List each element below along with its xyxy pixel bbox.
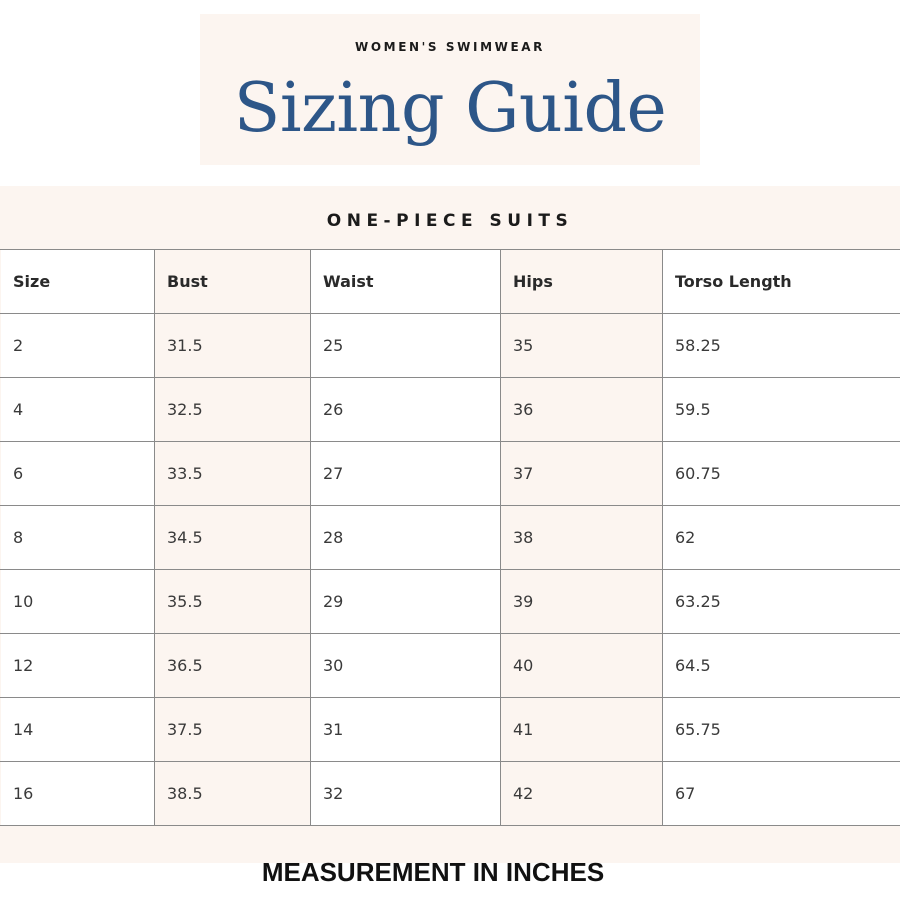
size-cell: 12 bbox=[1, 634, 155, 698]
column-header-torso-length: Torso Length bbox=[663, 250, 900, 314]
torso-length-cell: 59.5 bbox=[663, 378, 900, 442]
section-title: ONE-PIECE SUITS bbox=[326, 211, 574, 231]
waist-cell: 31 bbox=[311, 698, 501, 762]
bust-cell: 38.5 bbox=[155, 762, 311, 826]
header-panel bbox=[200, 14, 700, 165]
torso-length-cell: 67 bbox=[663, 762, 900, 826]
waist-cell: 32 bbox=[311, 762, 501, 826]
hips-cell: 35 bbox=[501, 314, 663, 378]
table-header-row bbox=[1, 250, 900, 314]
bust-cell: 36.5 bbox=[155, 634, 311, 698]
waist-cell: 26 bbox=[311, 378, 501, 442]
torso-length-cell: 63.25 bbox=[663, 570, 900, 634]
torso-length-cell: 60.75 bbox=[663, 442, 900, 506]
table-row bbox=[1, 698, 900, 762]
table-row bbox=[1, 506, 900, 570]
waist-cell: 30 bbox=[311, 634, 501, 698]
table-row bbox=[1, 762, 900, 826]
bust-cell: 35.5 bbox=[155, 570, 311, 634]
hips-cell: 40 bbox=[501, 634, 663, 698]
waist-cell: 27 bbox=[311, 442, 501, 506]
bust-cell: 37.5 bbox=[155, 698, 311, 762]
torso-length-cell: 65.75 bbox=[663, 698, 900, 762]
hips-cell: 41 bbox=[501, 698, 663, 762]
size-cell: 16 bbox=[1, 762, 155, 826]
waist-cell: 25 bbox=[311, 314, 501, 378]
torso-length-cell: 62 bbox=[663, 506, 900, 570]
hips-cell: 42 bbox=[501, 762, 663, 826]
hips-cell: 39 bbox=[501, 570, 663, 634]
size-cell: 2 bbox=[1, 314, 155, 378]
size-cell: 6 bbox=[1, 442, 155, 506]
size-table bbox=[0, 249, 900, 826]
hips-cell: 36 bbox=[501, 378, 663, 442]
table-row bbox=[1, 314, 900, 378]
page-title: Sizing Guide bbox=[233, 69, 667, 148]
column-header-bust: Bust bbox=[155, 250, 311, 314]
table-row bbox=[1, 634, 900, 698]
measurement-unit-note: MEASUREMENT IN INCHES bbox=[261, 857, 605, 887]
table-row bbox=[1, 442, 900, 506]
bust-cell: 34.5 bbox=[155, 506, 311, 570]
column-header-hips: Hips bbox=[501, 250, 663, 314]
hips-cell: 37 bbox=[501, 442, 663, 506]
supertitle: WOMEN'S SWIMWEAR bbox=[355, 40, 545, 54]
column-header-size: Size bbox=[1, 250, 155, 314]
waist-cell: 29 bbox=[311, 570, 501, 634]
torso-length-cell: 64.5 bbox=[663, 634, 900, 698]
torso-length-cell: 58.25 bbox=[663, 314, 900, 378]
table-row bbox=[1, 378, 900, 442]
column-header-waist: Waist bbox=[311, 250, 501, 314]
hips-cell: 38 bbox=[501, 506, 663, 570]
size-cell: 8 bbox=[1, 506, 155, 570]
size-cell: 4 bbox=[1, 378, 155, 442]
size-cell: 14 bbox=[1, 698, 155, 762]
table-row bbox=[1, 570, 900, 634]
size-cell: 10 bbox=[1, 570, 155, 634]
bust-cell: 32.5 bbox=[155, 378, 311, 442]
waist-cell: 28 bbox=[311, 506, 501, 570]
bust-cell: 31.5 bbox=[155, 314, 311, 378]
bust-cell: 33.5 bbox=[155, 442, 311, 506]
